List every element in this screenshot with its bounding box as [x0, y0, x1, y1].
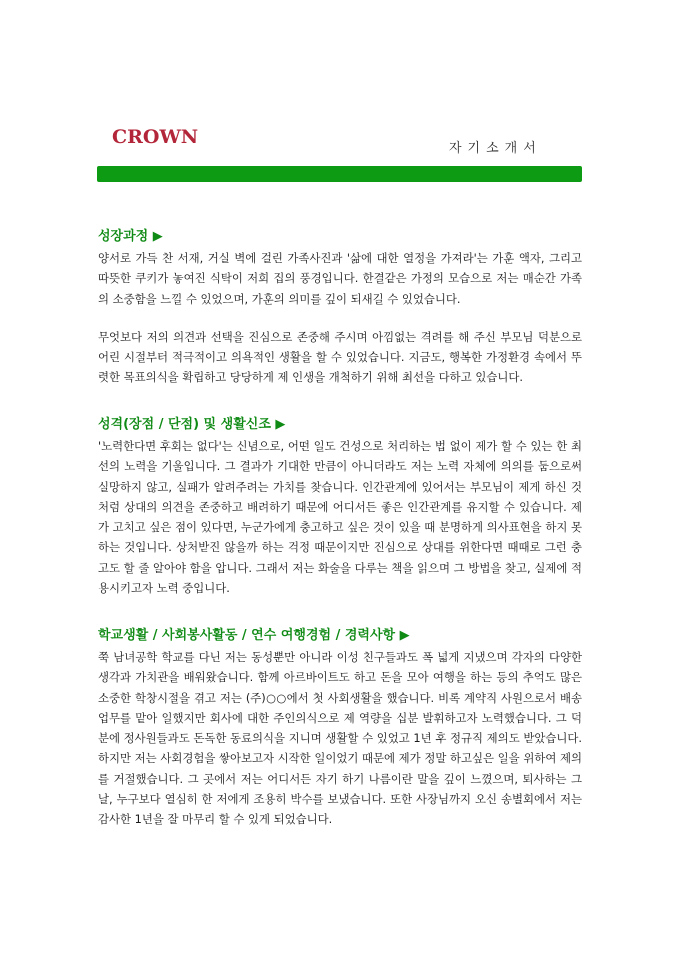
section-paragraph: '노력한다면 후회는 없다'는 신념으로, 어떤 일도 건성으로 처리하는 법 없이 제가 할 수 있는 한 최선의 노력을 기울입니다. 그 결과가 기대한 만큼이 아니더라도 저는 노력 자체에 의의를 둠으로써 실망하지 않고, 실패가 알려주려는 가치를 찾습니다. 인간관계에 있어서는 부모님이 제게 하신 것처럼 상대의 의견을 존중하고 배려하기 때문에 어디서든 좋은 인간관계를 유지할 수 있습니다. 제가 고치고 싶은 점이 있다면, 누군가에게 충고하고 싶은 것이 있을 때 분명하게 의사표현을 하지 못하는 것입니다. 상처받진 않을까 하는 걱정 때문이지만 진심으로 상대를 위한다면 때때로 그런 충고도 할 줄 알아야 함을 압니다. 그래서 저는 화술을 다루는 책을 읽으며 그 방법을 찾고, 실제에 적용시키고자 노력 중입니다. — [98, 439, 582, 596]
header-divider-bar — [97, 166, 582, 182]
section-growth — [98, 228, 582, 388]
section-heading: 학교생활 / 사회봉사활동 / 연수 여행경험 / 경력사항 ▶ — [98, 628, 410, 643]
section-paragraph: 무엇보다 저의 의견과 선택을 진심으로 존중해 주시며 아낌없는 격려를 해 주신 부모님 덕분으로 어린 시절부터 적극적이고 의욕적인 생활을 할 수 있었습니다. 지금도, 행복한 가정환경 속에서 뚜렷한 목표의식을 확립하고 당당하게 제 인생을 개척하기 위해 최선을 다하고 있습니다. — [98, 329, 582, 385]
section-paragraph: 쭉 남녀공학 학교를 다닌 저는 동성뿐만 아니라 이성 친구들과도 폭 넓게 지냈으며 각자의 다양한 생각과 가치관을 배워왔습니다. 함께 아르바이트도 하고 돈을 모아 여행을 하는 등의 추억도 많은 소중한 학창시절을 겪고 저는 (주)○○에서 첫 사회생활을 했습니다. 비록 계약직 사원으로서 배송 업무를 맡아 일했지만 회사에 대한 주인의식으로 제 역량을 십분 발휘하고자 노력했습니다. 그 덕분에 정사원들과도 돈독한 동료의식을 지니며 생활할 수 있었고 1년 후 정규직 제의도 받았습니다. 하지만 저는 사회경험을 쌓아보고자 시작한 일이었기 때문에 제가 정말 하고싶은 일을 위하여 제의를 거절했습니다. 그 곳에서 저는 어디서든 자기 하기 나름이란 말을 깊이 느꼈으며, 퇴사하는 그 날, 누구보다 열심히 한 저에게 조용히 박수를 보냈습니다. 또한 사장님까지 오신 송별회에서 저는 감사한 1년을 잘 마무리 할 수 있게 되었습니다. — [98, 650, 582, 827]
section-personality — [98, 416, 582, 598]
section-paragraph: 양서로 가득 찬 서재, 거실 벽에 걸린 가족사진과 '삶에 대한 열정을 가져라'는 가훈 액자, 그리고 따뜻한 쿠키가 놓여진 식탁이 저희 집의 풍경입니다. 한결같은 가정의 모습으로 저는 매순간 가족의 소중함을 느낄 수 있었으며, 가훈의 의미를 깊이 되새길 수 있었습니다. — [98, 251, 582, 306]
section-heading: 성격(장점 / 단점) 및 생활신조 ▶ — [98, 417, 286, 432]
section-experience — [98, 627, 582, 830]
section-heading: 성장과정 ▶ — [98, 229, 163, 244]
document-title: 자기소개서 — [449, 141, 542, 156]
crown-logo: CROWN — [112, 126, 199, 148]
